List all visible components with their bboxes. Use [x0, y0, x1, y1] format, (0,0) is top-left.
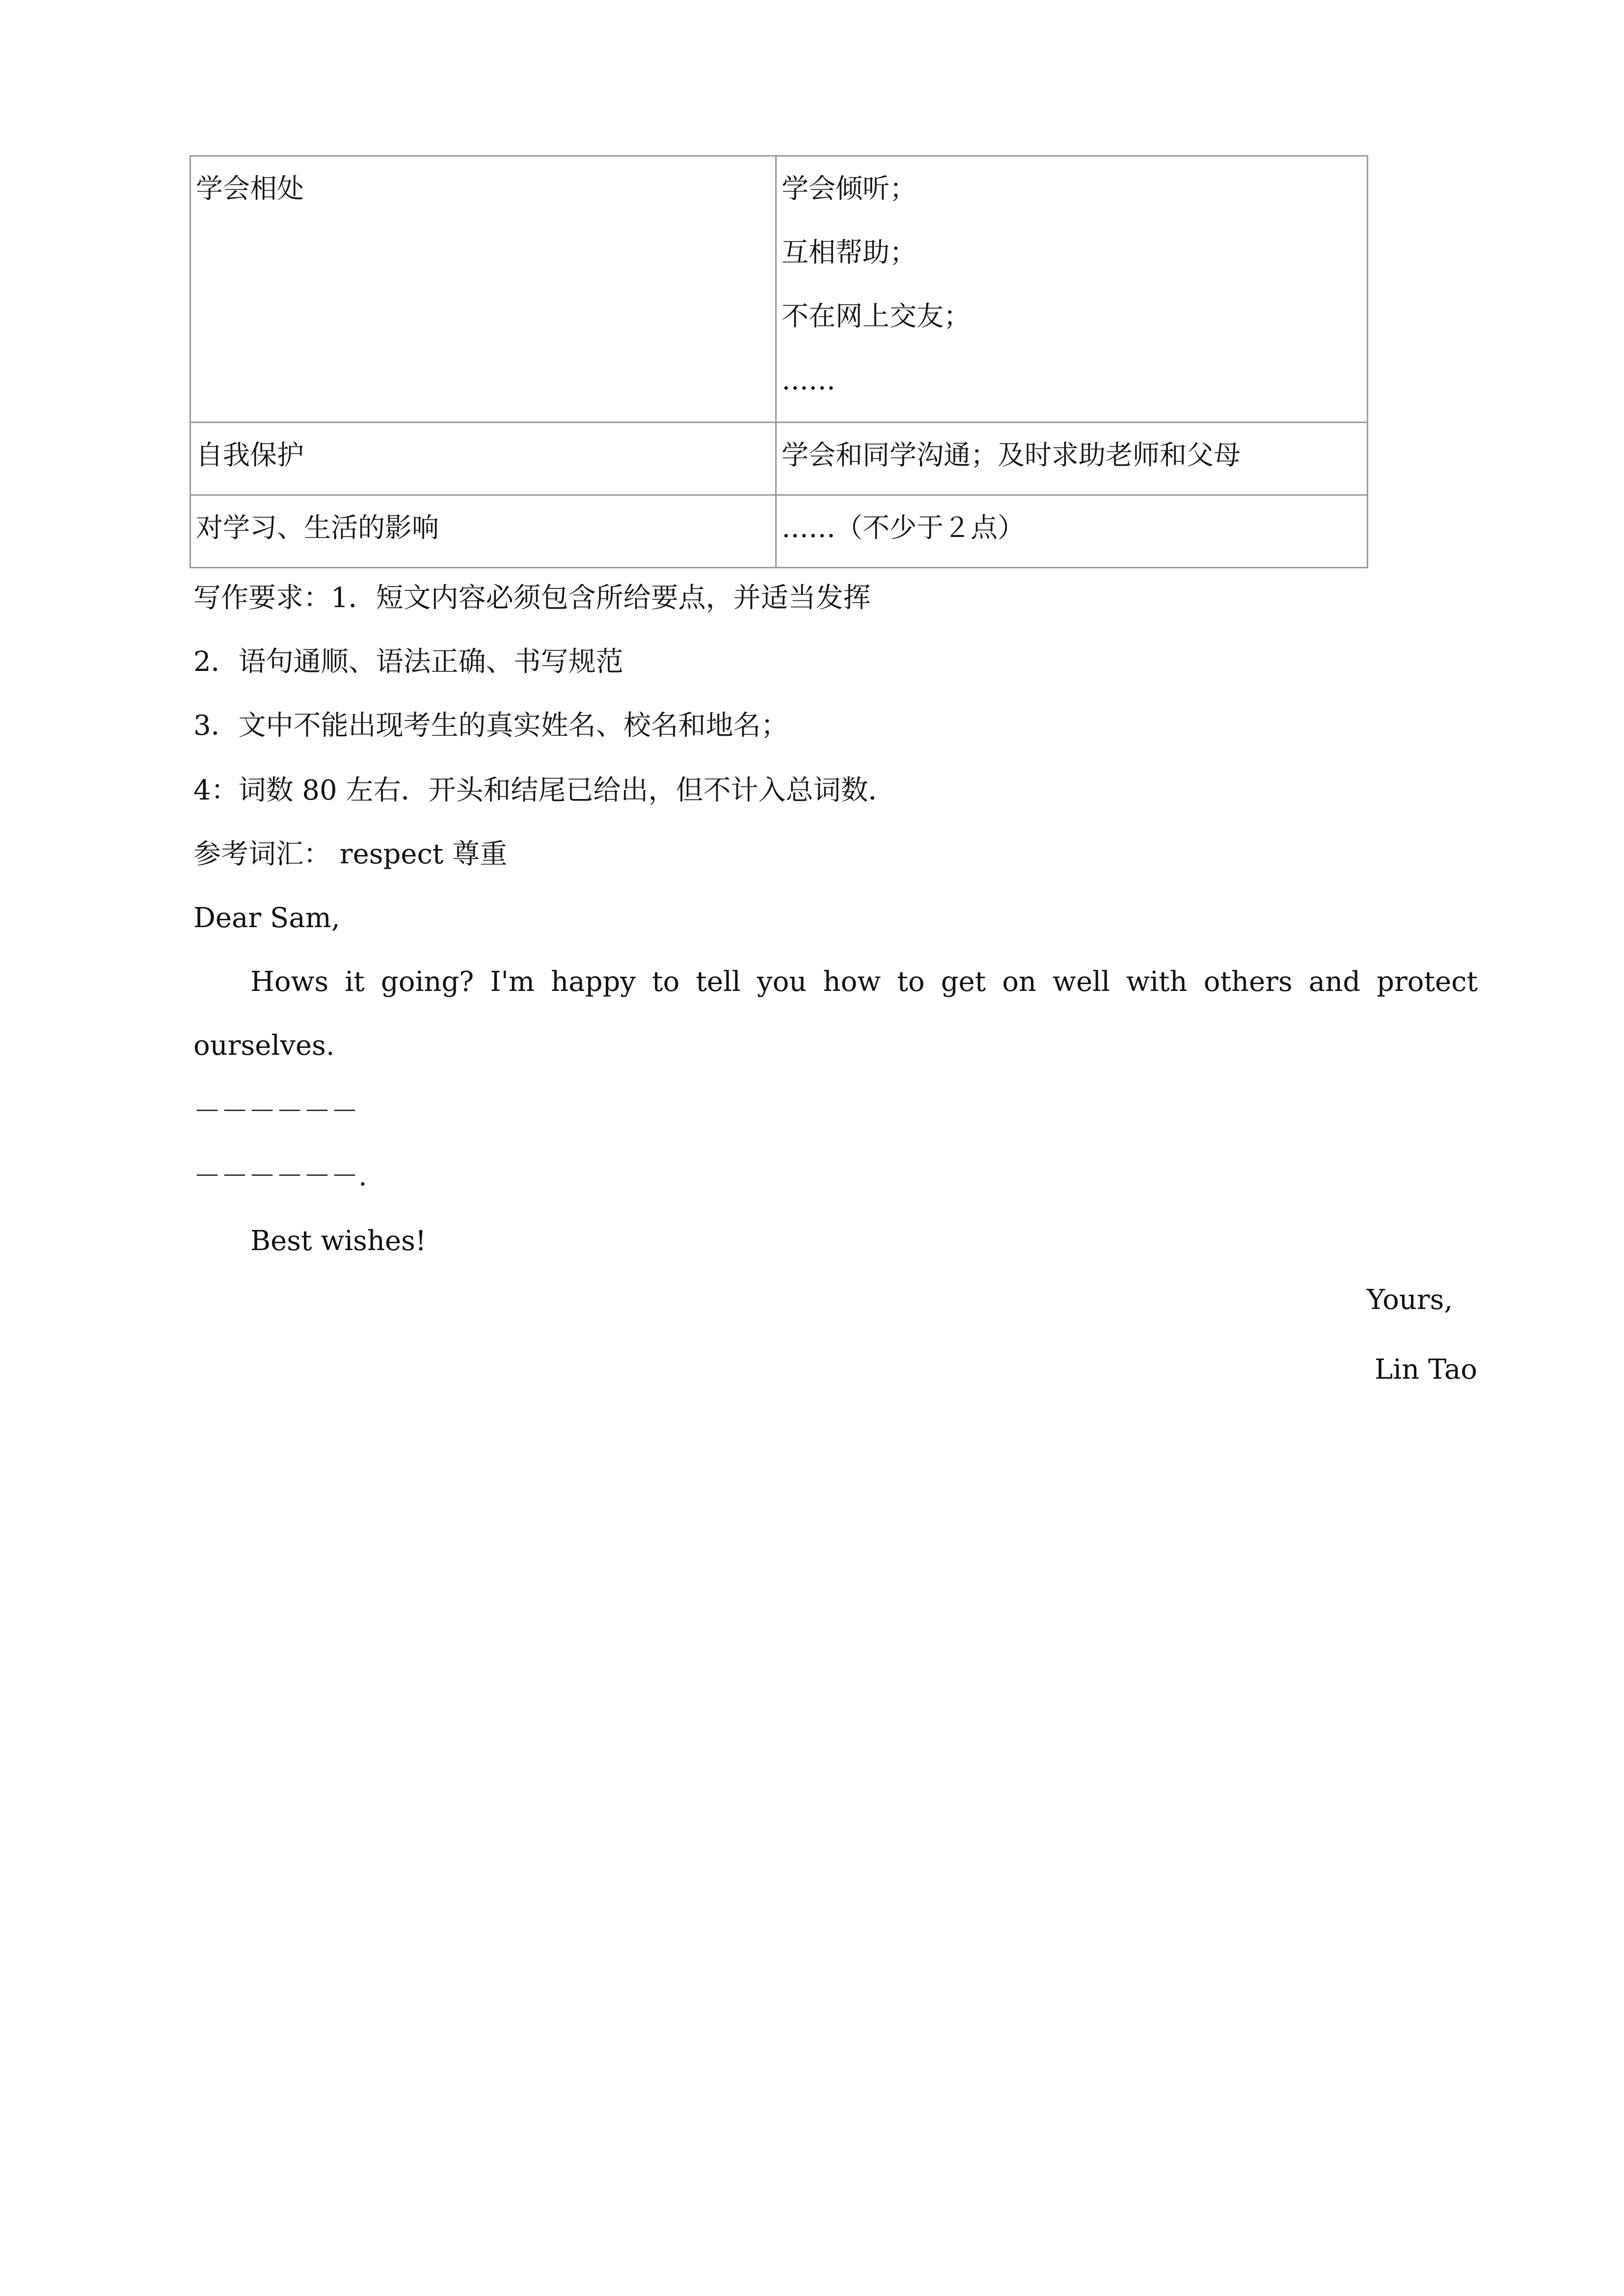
point-listen: 学会倾听；	[782, 173, 917, 204]
opening-word: it	[345, 966, 365, 998]
opening-word: tell	[696, 966, 741, 998]
table-row	[190, 156, 1368, 423]
opening-word: going?	[380, 966, 474, 998]
table-cell-points	[776, 423, 1368, 495]
opening-word: with	[1126, 966, 1188, 998]
topic-get-along: 学会相处	[196, 173, 304, 204]
opening-word: get	[941, 966, 986, 998]
outline-table	[189, 155, 1368, 568]
table-row	[190, 495, 1368, 568]
point-help-each-other: 互相帮助；	[782, 237, 917, 268]
table-row	[190, 423, 1368, 495]
point-ellipsis: ……	[782, 364, 836, 396]
point-communicate: 学会和同学沟通；及时求助老师和父母	[782, 439, 1241, 471]
letter-greeting: Dear Sam,	[193, 902, 340, 934]
opening-word: how	[823, 966, 881, 998]
letter-opening-paragraph	[193, 950, 1478, 1078]
opening-word: and	[1308, 966, 1361, 998]
table-cell-topic	[190, 495, 776, 568]
opening-second-line: ourselves.	[193, 1030, 335, 1062]
opening-word: others	[1203, 966, 1293, 998]
letter-signature: Lin Tao	[1375, 1354, 1478, 1386]
opening-word: on	[1002, 966, 1037, 998]
opening-word: to	[897, 966, 925, 998]
point-no-online-friends: 不在网上交友；	[782, 300, 971, 332]
topic-self-protection: 自我保护	[196, 439, 304, 471]
opening-word: I'm	[490, 966, 535, 998]
answer-blank-2: －－－－－－.	[193, 1160, 367, 1192]
opening-word: protect	[1377, 966, 1478, 998]
answer-blank-1: －－－－－－	[193, 1095, 358, 1127]
topic-influence: 对学习、生活的影响	[196, 512, 439, 543]
table-cell-topic	[190, 156, 776, 423]
opening-word: you	[757, 966, 807, 998]
table-cell-points	[776, 156, 1368, 423]
requirement-line-3: 3．文中不能出现考生的真实姓名、校名和地名；	[193, 710, 788, 742]
opening-word: to	[652, 966, 680, 998]
requirement-line-1: 写作要求：1．短文内容必须包含所给要点，并适当发挥	[193, 582, 871, 614]
requirement-line-4: 4：词数 80 左右．开头和结尾已给出，但不计入总词数．	[193, 774, 896, 806]
opening-word: happy	[551, 966, 636, 998]
letter-closing: Best wishes!	[250, 1225, 427, 1257]
point-at-least-two: ……（不少于２点）	[782, 512, 1025, 543]
table-cell-topic	[190, 423, 776, 495]
opening-word: Hows	[250, 966, 329, 998]
requirement-line-2: 2．语句通顺、语法正确、书写规范	[193, 646, 623, 678]
table-cell-points	[776, 495, 1368, 568]
vocabulary-line: 参考词汇： respect 尊重	[193, 838, 508, 870]
letter-signoff: Yours,	[1367, 1284, 1453, 1316]
opening-word: well	[1053, 966, 1110, 998]
opening-first-line	[193, 950, 1478, 1014]
